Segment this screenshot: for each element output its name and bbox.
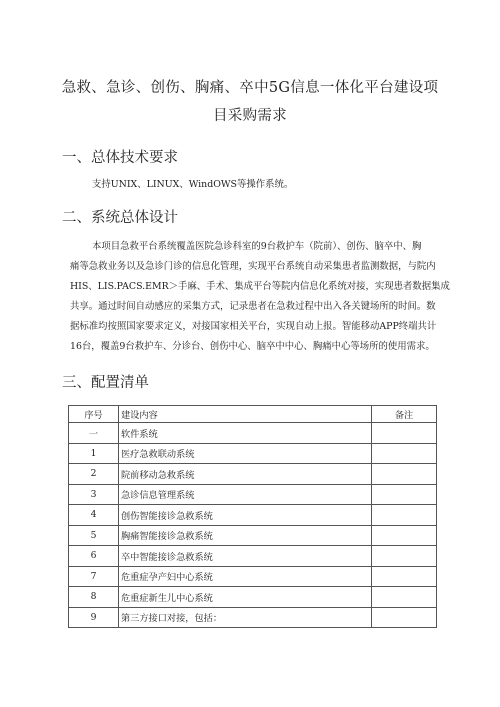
section-heading-2: 二、系统总体设计: [62, 210, 178, 226]
row-index: 9: [69, 607, 119, 628]
row-content: 胸痛智能接诊急救系统: [119, 525, 372, 546]
row-index: 2: [69, 464, 119, 485]
row-index: 3: [69, 484, 119, 505]
row-content: 第三方接口对接，包括：: [119, 607, 372, 628]
header-index: 序号: [69, 406, 119, 423]
row-index: 4: [69, 505, 119, 526]
section-2-line-4: 共享。通过时间自动感应的采集方式，记录患者在急救过程中出入各关键场所的时间。数: [70, 301, 436, 312]
section-2-line-1: 本项目急救平台系统覆盖医院急诊科室的9台救护车（院前）、创伤、脑卒中、胸: [92, 241, 422, 252]
table-row: [69, 505, 437, 526]
section-2-line-3: HIS、LIS.PACS.EMR＞手麻、手术、集成平台等院内信息化系统对接，实现患者数据集成: [70, 281, 450, 292]
section-heading-3: 三、配置清单: [62, 375, 149, 391]
row-content: 创伤智能接诊急救系统: [119, 505, 372, 526]
section-1-text: 支持UNIX、LINUX、WindOWS等操作系统。: [92, 179, 294, 190]
section-2-line-6: 16台，覆盖9台救护车、分诊台、创伤中心、脑卒中中心、胸痛中心等场所的使用需求。: [70, 341, 435, 352]
table-row: [69, 484, 437, 505]
row-index: 5: [69, 525, 119, 546]
doc-title-line-1: 急救、急诊、创伤、胸痛、卒中5G信息一体化平台建设项: [61, 80, 439, 96]
row-content: 卒中智能接诊急救系统: [119, 546, 372, 567]
table-row: [69, 443, 437, 464]
row-index: 8: [69, 587, 119, 608]
row-content: 院前移动急救系统: [119, 464, 372, 485]
header-remark: 备注: [372, 406, 437, 423]
section-heading-1: 一、总体技术要求: [62, 150, 178, 166]
row-content: 急诊信息管理系统: [119, 484, 372, 505]
row-content: 医疗急救联动系统: [119, 443, 372, 464]
row-content: 软件系统: [119, 423, 372, 444]
row-remark: [372, 525, 437, 546]
table-row: [69, 546, 437, 567]
row-index: 一: [69, 423, 119, 444]
row-index: 7: [69, 566, 119, 587]
table-row: [69, 566, 437, 587]
section-2-line-5: 据标准均按照国家要求定义，对接国家相关平台，实现自动上报。智能移动APP终端共计: [70, 321, 437, 332]
table-row: [69, 607, 437, 628]
row-index: 6: [69, 546, 119, 567]
row-content: 危重症新生儿中心系统: [119, 587, 372, 608]
table-row: [69, 464, 437, 485]
table-header-row: [69, 406, 437, 423]
row-content: 危重症孕产妇中心系统: [119, 566, 372, 587]
row-remark: [372, 505, 437, 526]
row-remark: [372, 566, 437, 587]
header-content: 建设内容: [119, 406, 372, 423]
table-row: [69, 423, 437, 444]
table-row: [69, 587, 437, 608]
row-remark: [372, 607, 437, 628]
row-remark: [372, 587, 437, 608]
row-remark: [372, 443, 437, 464]
row-remark: [372, 546, 437, 567]
table-row: [69, 525, 437, 546]
row-index: 1: [69, 443, 119, 464]
section-2-line-2: 痛等急救业务以及急诊门诊的信息化管理，实现平台系统自动采集患者监测数据，与院内: [70, 261, 436, 272]
row-remark: [372, 464, 437, 485]
doc-title-line-2: 目采购需求: [213, 108, 287, 124]
row-remark: [372, 484, 437, 505]
config-table: [68, 405, 437, 628]
row-remark: [372, 423, 437, 444]
